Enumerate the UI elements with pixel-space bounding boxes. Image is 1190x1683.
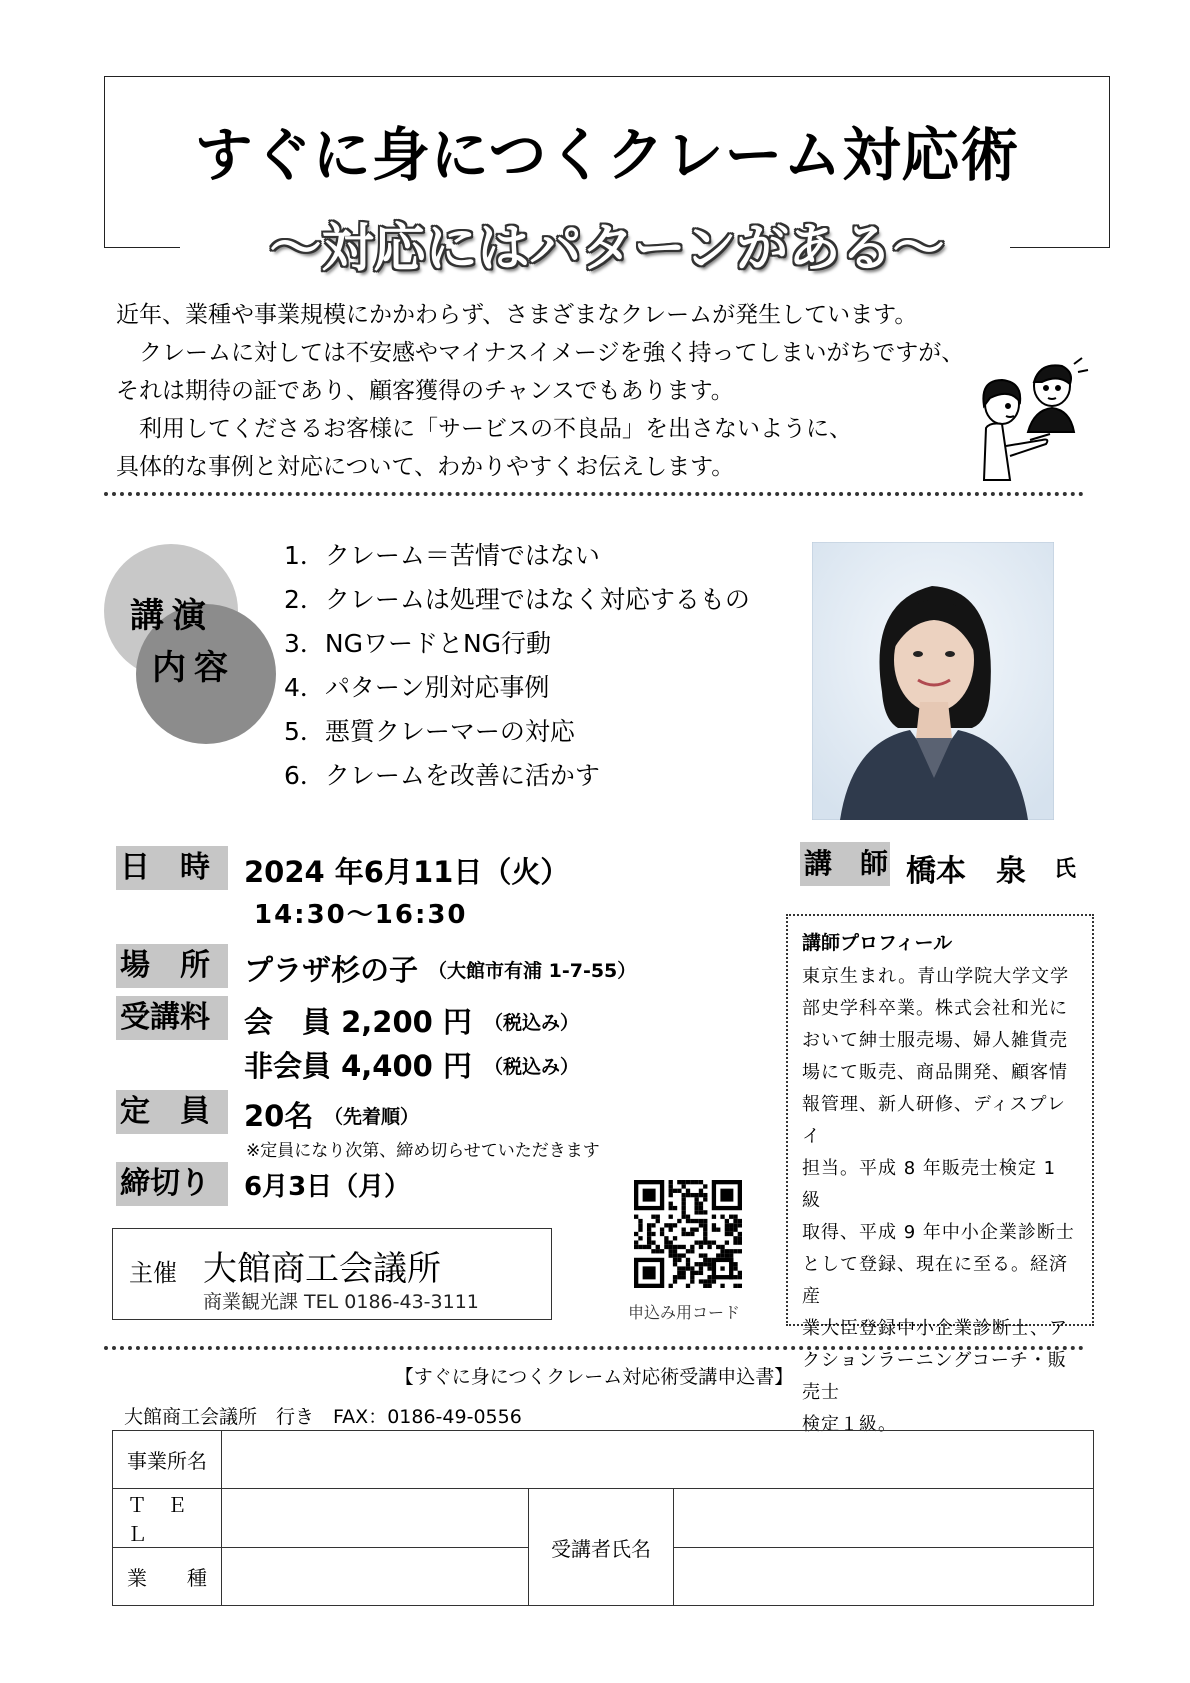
deadline-label: 締切り: [116, 1162, 228, 1206]
profile-line: 部史学科卒業。株式会社和光に: [802, 998, 1068, 1019]
form-label-attendee: 受講者氏名: [529, 1489, 674, 1606]
profile-line: 担当。平成 8 年販売士検定 1 級: [802, 1158, 1057, 1211]
form-label-business: 事業所名: [113, 1431, 222, 1489]
intro-line: 近年、業種や事業規模にかかわらず、さまざまなクレームが発生しています。: [116, 302, 918, 328]
date-value: 2024 年6月11日（火）: [244, 855, 570, 889]
intro-line: 利用してくださるお客様に「サービスの不良品」を出さないように、: [116, 416, 852, 442]
capacity-remark: ※定員になり次第、締め切らせていただきます: [246, 1141, 600, 1161]
tax-note: （税込み）: [484, 1056, 580, 1078]
date-label: 日 時: [116, 846, 228, 890]
lecturer-label: 講 師: [800, 842, 890, 886]
attendee-name-field-1[interactable]: [674, 1489, 1094, 1548]
intro-line: それは期待の証であり、顧客獲得のチャンスでもあります。: [116, 378, 734, 404]
profile-line: 場にて販売、商品開発、顧客情: [802, 1062, 1068, 1083]
profile-line: おいて紳士服売場、婦人雑貨売: [802, 1030, 1068, 1051]
profile-line: クションラーニングコーチ・販売士: [802, 1350, 1067, 1403]
topic-item: 6．クレームを改善に活かす: [284, 761, 600, 790]
deadline-value: 6月3日（月）: [244, 1172, 411, 1202]
page-subtitle: ～対応にはパターンがある～: [269, 219, 945, 279]
profile-line: 取得、平成 9 年中小企業診断士: [802, 1222, 1075, 1243]
lecturer-profile: [786, 914, 1094, 1435]
qr-code[interactable]: [634, 1180, 742, 1288]
lecturer-photo: [812, 542, 1054, 820]
tax-note: （税込み）: [484, 1012, 580, 1034]
attendee-name-field-2[interactable]: [674, 1548, 1094, 1606]
topic-item: 2．クレームは処理ではなく対応するもの: [284, 585, 750, 614]
profile-heading: 講師プロフィール: [802, 932, 953, 954]
topic-item: 1．クレーム＝苦情ではない: [284, 541, 600, 570]
page-title: すぐに身につくクレーム対応術: [194, 121, 1020, 189]
organizer-name: 大館商工会議所: [203, 1249, 441, 1289]
capacity-value: 20名: [244, 1099, 314, 1133]
place-address: （大館市有浦 1-7-55）: [428, 960, 637, 982]
industry-field[interactable]: [222, 1548, 529, 1606]
profile-line: 東京生まれ。青山学院大学文学: [802, 966, 1070, 987]
tel-field[interactable]: [222, 1489, 529, 1548]
profile-line: 業大臣登録中小企業診断士、ア: [802, 1318, 1068, 1339]
profile-line: 報管理、新人研修、ディスプレイ: [802, 1094, 1066, 1147]
lecture-label: 講演: [130, 596, 214, 636]
intro-text: [116, 296, 1056, 486]
section-divider: [104, 492, 1084, 496]
organizer-box: [112, 1228, 552, 1320]
section-divider: [104, 1346, 1084, 1350]
organizer-contact: 商業観光課 TEL 0186-43-3111: [203, 1291, 479, 1313]
lecturer-name: 橋本 泉: [906, 854, 1026, 889]
form-address: 大館商工会議所 行き FAX：0186-49-0556: [124, 1406, 522, 1428]
place-label: 場 所: [116, 944, 228, 988]
fee-member: 会 員 2,200 円: [244, 1005, 472, 1039]
topic-list: [284, 534, 750, 798]
form-label-tel: Ｔ Ｅ Ｌ: [113, 1489, 222, 1548]
form-label-industry: 業 種: [113, 1548, 222, 1606]
topic-item: 5．悪質クレーマーの対応: [284, 717, 575, 746]
profile-line: として登録、現在に至る。経済産: [802, 1254, 1068, 1307]
place-value: プラザ杉の子: [244, 953, 419, 987]
capacity-note: （先着順）: [324, 1106, 420, 1128]
qr-caption: 申込み用コード: [628, 1303, 741, 1322]
form-title: 【すぐに身につくクレーム対応術受講申込書】: [394, 1366, 794, 1388]
capacity-label: 定 員: [116, 1090, 228, 1134]
intro-line: 具体的な事例と対応について、わかりやすくお伝えします。: [116, 454, 735, 480]
topic-item: 4．パターン別対応事例: [284, 673, 550, 702]
application-form: [112, 1430, 1094, 1606]
fee-nonmember: 非会員 4,400 円: [244, 1049, 472, 1083]
organizer-label: 主催: [129, 1259, 177, 1287]
profile-line: 検定１級。: [802, 1414, 897, 1435]
business-name-field[interactable]: [222, 1431, 1094, 1489]
intro-line: クレームに対しては不安感やマイナスイメージを強く持ってしまいがちですが、: [116, 340, 965, 366]
fee-label: 受講料: [116, 996, 228, 1040]
consultation-illustration: [950, 352, 1100, 482]
lecture-label: 内容: [152, 648, 236, 688]
topic-item: 3．NGワードとNG行動: [284, 629, 552, 658]
lecturer-honorific: 氏: [1054, 857, 1077, 882]
time-value: 14:30～16:30: [254, 900, 468, 930]
